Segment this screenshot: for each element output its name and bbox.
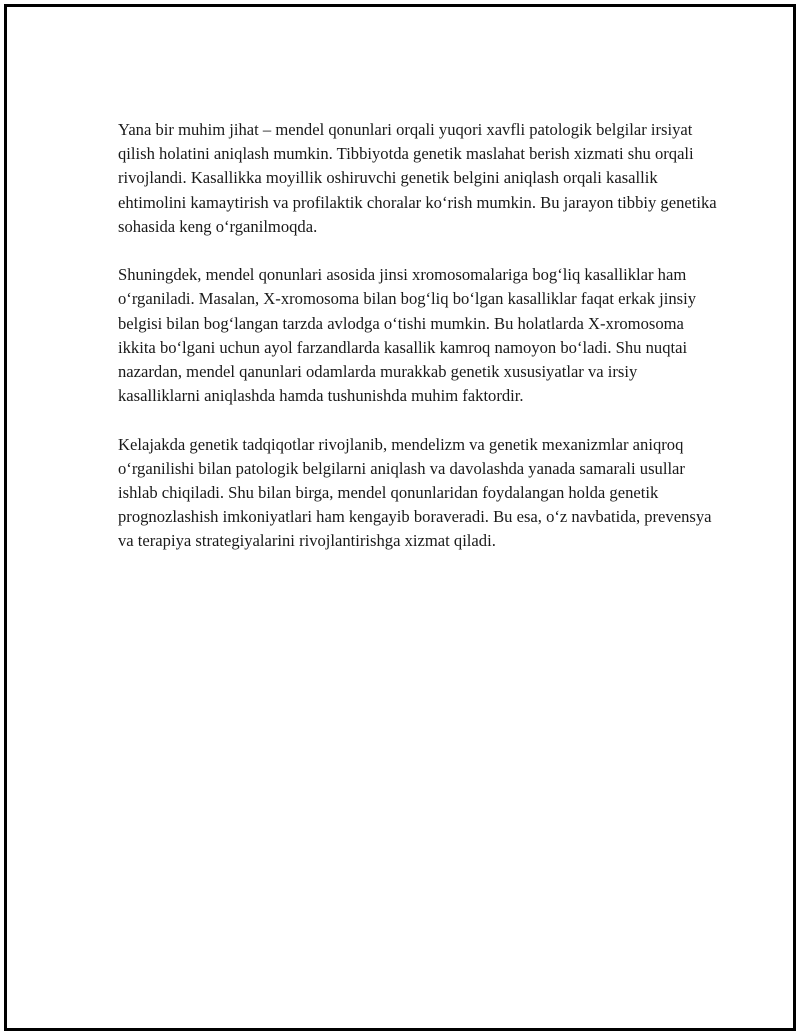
paragraph-1: Yana bir muhim jihat – mendel qonunlari orqali yuqori xavfli patologik belgilar irsiyat qilish holatini aniqlash mumkin. Tibbiyotda genetik maslahat berish xizmati shu orqali rivojlandi. Kasallikka moyillik oshiruvchi genetik belgini aniqlash orqali kasallik ehtimolini kamaytirish va profilaktik choralar ko‘rish mumkin. Bu jarayon tibbiy genetika sohasida keng o‘rganilmoqda. xyxy=(118,120,717,236)
paragraph-2: Shuningdek, mendel qonunlari asosida jinsi xromosomalariga bog‘liq kasalliklar ham o‘rganiladi. Masalan, X-xromosoma bilan bog‘liq bo‘lgan kasalliklar faqat erkak jinsiy belgisi bilan bog‘langan tarzda avlodga o‘tishi mumkin. Bu holatlarda X-xromosoma ikkita bo‘lgani uchun ayol farzandlarda kasallik kamroq namoyon bo‘ladi. Shu nuqtai nazardan, mendel qanunlari odamlarda murakkab genetik xususiyatlar va irsiy kasalliklarni aniqlashda hamda tushunishda muhim faktordir. xyxy=(118,265,697,406)
document-body xyxy=(118,118,718,578)
paragraph-3: Kelajakda genetik tadqiqotlar rivojlanib, mendelizm va genetik mexanizmlar aniqroq o‘rganilishi bilan patologik belgilarni aniqlash va davolashda yanada samarali usullar ishlab chiqiladi. Shu bilan birga, mendel qonunlaridan foydalangan holda genetik prognozlashish imkoniyatlari ham kengayib boraveradi. Bu esa, o‘z navbatida, prevensya va terapiya strategiyalarini rivojlantirishga xizmat qiladi. xyxy=(118,434,712,551)
